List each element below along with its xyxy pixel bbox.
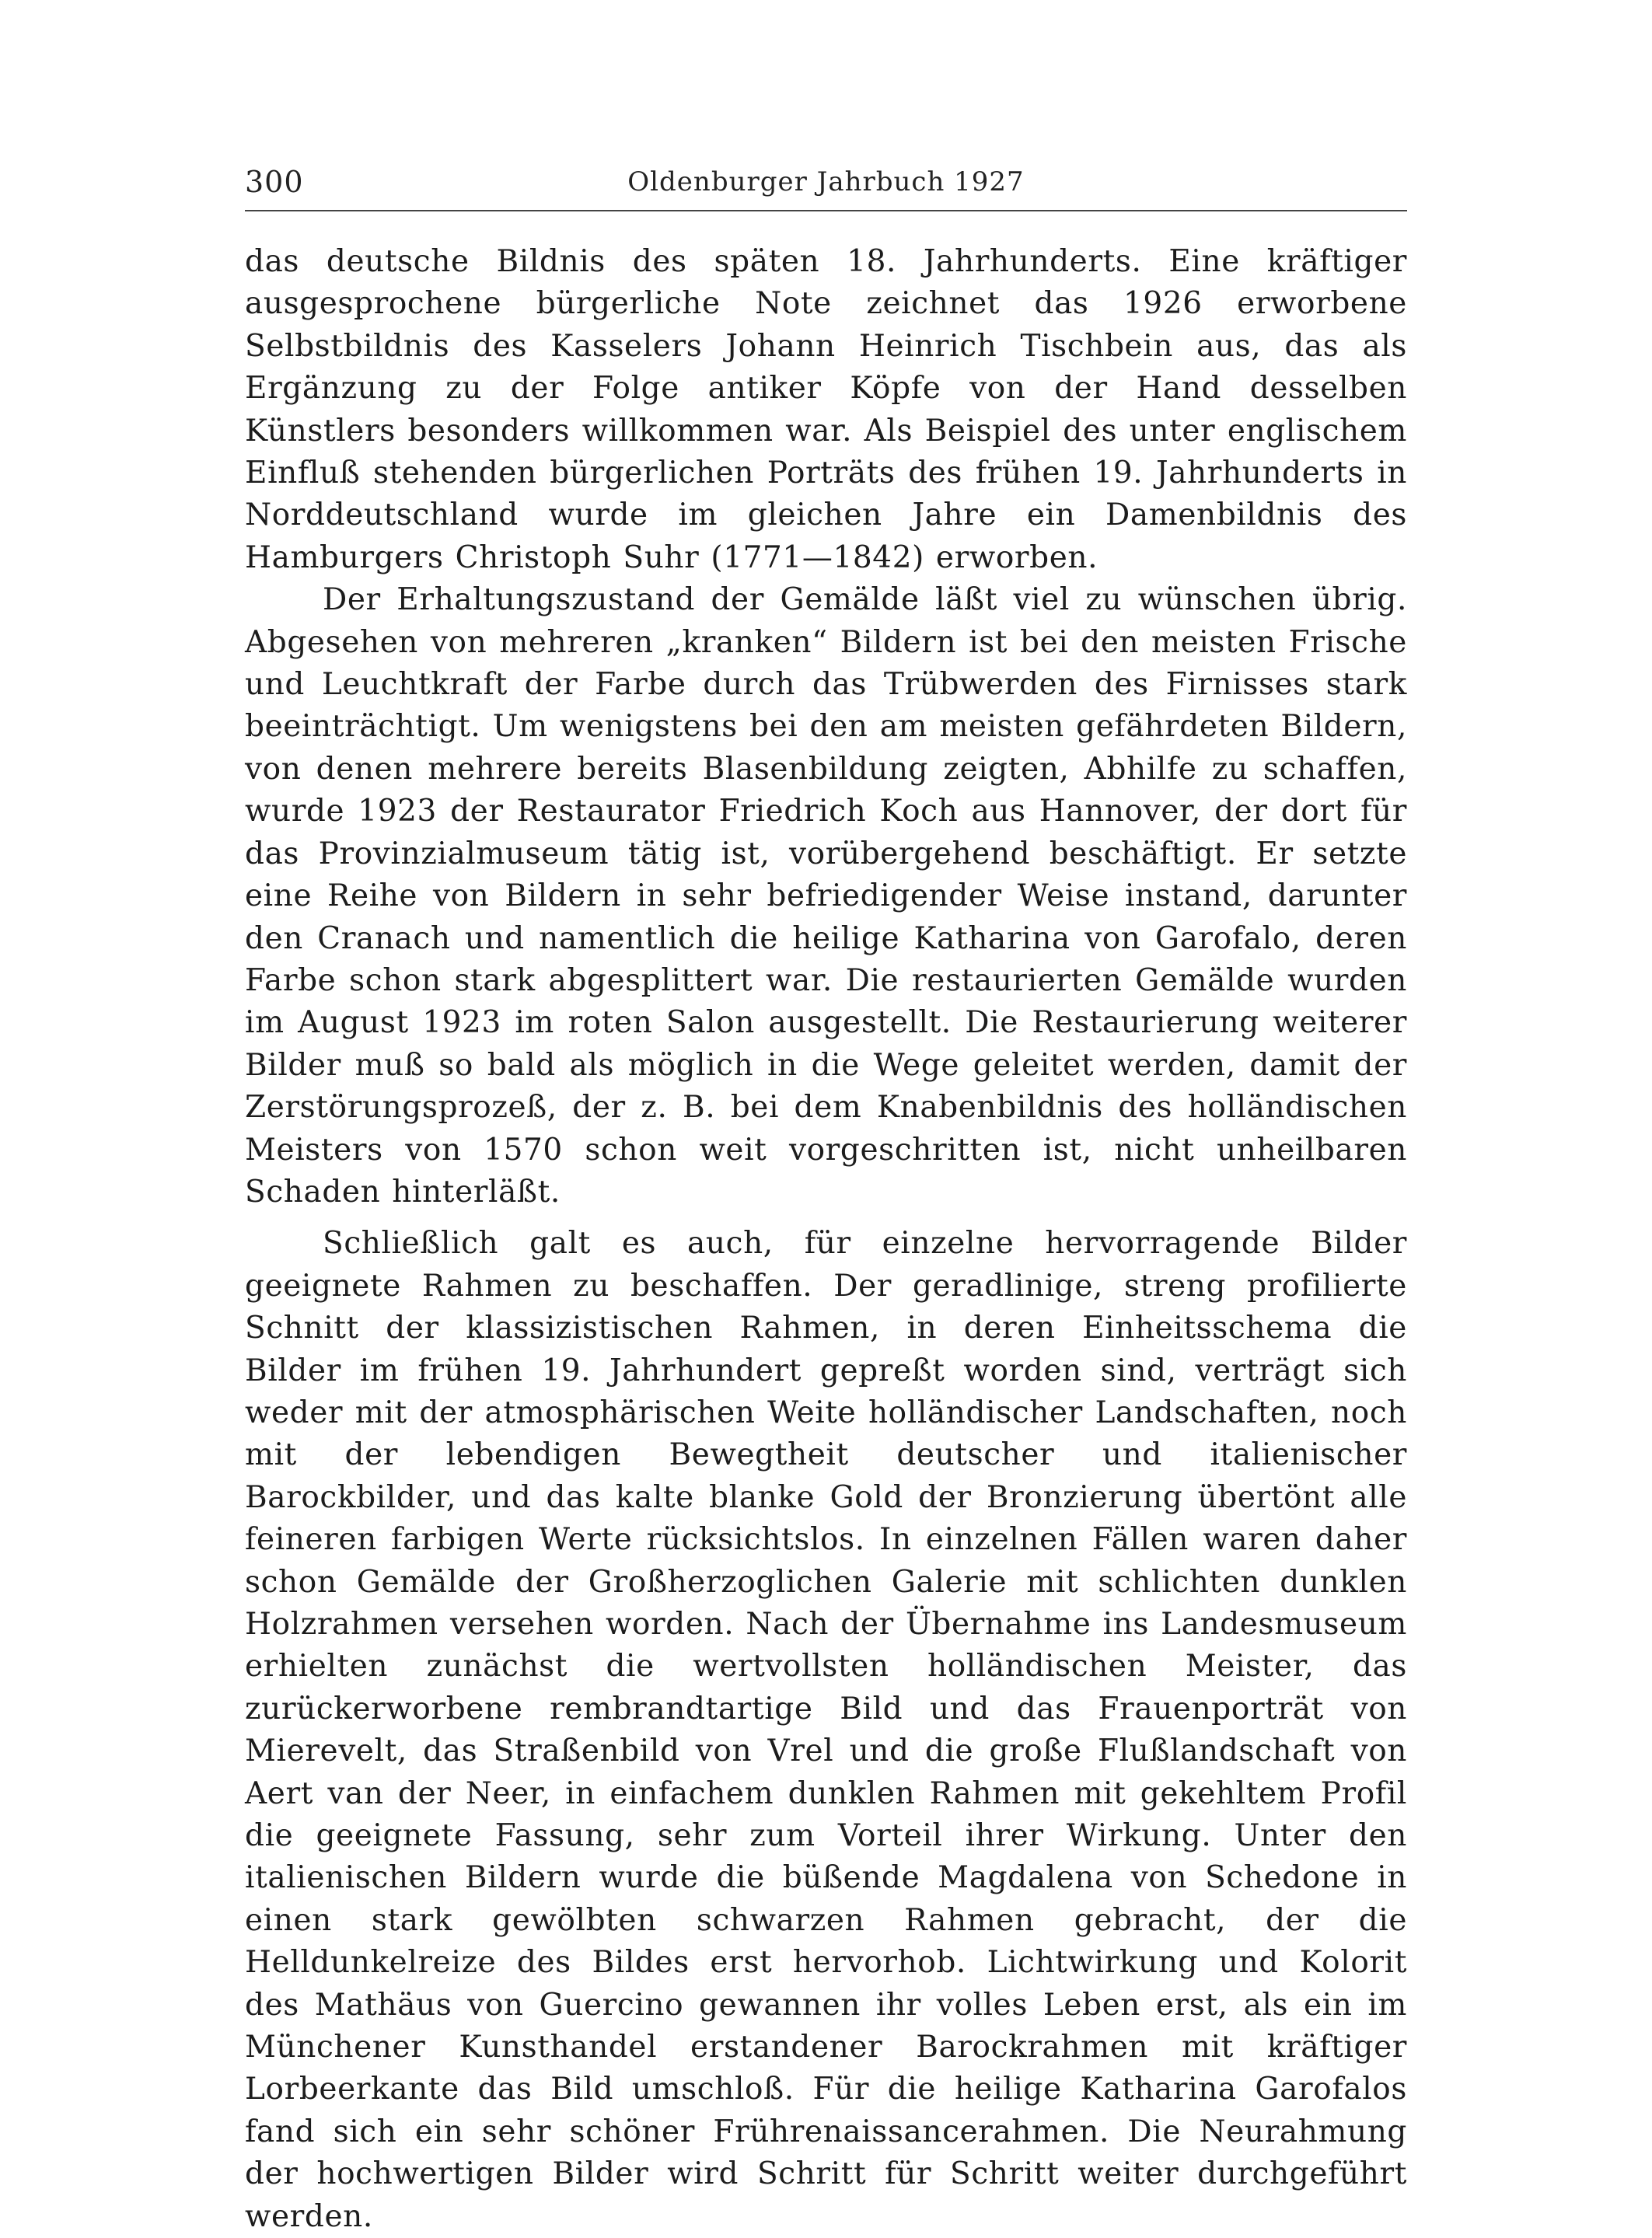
page-number: 300 xyxy=(245,165,304,199)
paragraph-continuation: das deutsche Bildnis des späten 18. Jahrhunderts. Eine kräftiger ausgesprochene bürgerliche Note zeichnet das 1926 erworbene Selbstbildnis des Kasselers Johann Heinrich Tischbein aus, das als Ergänzung zu der Folge antiker Köpfe von der Hand desselben Künstlers besonders willkommen war. Als Beispiel des unter englischem Einfluß stehenden bürgerlichen Porträts des frühen 19. Jahrhunderts in Norddeutschland wurde im gleichen Jahre ein Damenbildnis des Hamburgers Christoph Suhr (1771—1842) erworben. xyxy=(245,244,1407,575)
running-title: Oldenburger Jahrbuch 1927 xyxy=(627,166,1025,197)
paragraph-frames: Schließlich galt es auch, für einzelne hervorragende Bilder geeignete Rahmen zu beschaffen. Der geradlinige, streng profilierte Schnitt der klassizistischen Rahmen, in deren Einheitsschema die Bilder im frühen 19. Jahrhundert gepreßt worden sind, verträgt sich weder mit der atmosphärischen Weite holländischer Landschaften, noch mit der lebendigen Bewegtheit deutscher und italienischer Barockbilder, und das kalte blanke Gold der Bronzierung übertönt alle feineren farbigen Werte rücksichtslos. In einzelnen Fällen waren daher schon Gemälde der Großherzoglichen Galerie mit schlichten dunklen Holzrahmen versehen worden. Nach der Übernahme ins Landesmuseum erhielten zunächst die wertvollsten holländischen Meister, das zurückerworbene rembrandtartige Bild und das Frauenporträt von Mierevelt, das Straßenbild von Vrel und die große Flußlandschaft von Aert van der Neer, in einfachem dunklen Rahmen mit gekehltem Profil die geeignete Fassung, sehr zum Vorteil ihrer Wirkung. Unter den italienischen Bildern wurde die büßende Magdalena von Schedone in einen stark gewölbten schwarzen Rahmen gebracht, der die Helldunkelreize des Bildes erst hervorhob. Lichtwirkung und Kolorit des Mathäus von Guercino gewannen ihr volles Leben erst, als ein im Münchener Kunsthandel erstandener Barockrahmen mit kräftiger Lorbeerkante das Bild umschloß. Für die heilige Katharina Garofalos fand sich ein sehr schöner Frührenaissancerahmen. Die Neurahmung der hochwertigen Bilder wird Schritt für Schritt weiter durchgeführt werden. xyxy=(245,1226,1407,2234)
page-header xyxy=(245,165,1407,208)
paragraph-condition: Der Erhaltungszustand der Gemälde läßt viel zu wünschen übrig. Abgesehen von mehreren „kranken“ Bildern ist bei den meisten Frische und Leuchtkraft der Farbe durch das Trübwerden des Firnisses stark beeinträchtigt. Um wenigstens bei den am meisten gefährdeten Bildern, von denen mehrere bereits Blasenbildung zeigten, Abhilfe zu schaffen, wurde 1923 der Restaurator Friedrich Koch aus Hannover, der dort für das Provinzialmuseum tätig ist, vorübergehend beschäftigt. Er setzte eine Reihe von Bildern in sehr befriedigender Weise instand, darunter den Cranach und namentlich die heilige Katharina von Garofalo, deren Farbe schon stark abgesplittert war. Die restaurierten Gemälde wurden im August 1923 im roten Salon ausgestellt. Die Restaurierung weiterer Bilder muß so bald als möglich in die Wege geleitet werden, damit der Zerstörungsprozeß, der z. B. bei dem Knabenbildnis des holländischen Meisters von 1570 schon weit vorgeschritten ist, nicht unheilbaren Schaden hinterläßt. xyxy=(245,582,1407,1210)
body-text xyxy=(245,241,1407,2238)
header-rule xyxy=(245,210,1407,211)
